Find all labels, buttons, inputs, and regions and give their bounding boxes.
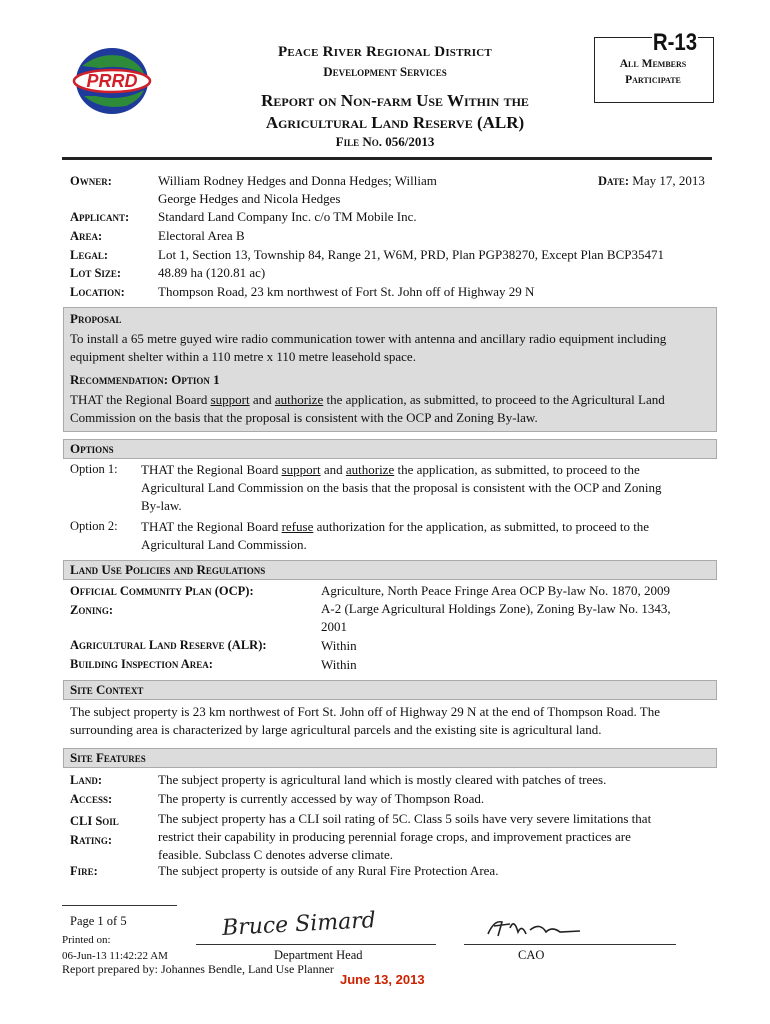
rec-part-c: the application, as submitted, to proceed to the Agricultural Land	[323, 392, 665, 407]
bia-label: Building Inspection Area:	[70, 657, 213, 671]
alr-value: Within	[321, 638, 357, 653]
area-label: Area:	[70, 229, 103, 243]
option-2-label: Option 2:	[70, 519, 118, 533]
department-head-label: Department Head	[274, 948, 363, 962]
members-line-1: All Members	[619, 58, 687, 70]
file-number: File No. 056/2013	[335, 134, 435, 149]
title-line-2: Agricultural Land Reserve (ALR)	[265, 113, 525, 132]
cli-label-line-2: Rating:	[70, 833, 113, 847]
option-2-text	[141, 518, 711, 554]
footer-divider	[62, 905, 177, 906]
report-code: R-13	[652, 29, 698, 56]
date-value: May 17, 2013	[632, 173, 705, 188]
logo-text: PRRD	[86, 71, 138, 91]
cli-value	[158, 810, 651, 864]
cli-line-2: restrict their capability in producing perennial forage crops, and improvement practices are	[158, 829, 631, 844]
applicant-value: Standard Land Company Inc. c/o TM Mobile Inc.	[158, 209, 417, 224]
options-heading: Options	[70, 441, 114, 456]
land-label: Land:	[70, 773, 102, 787]
report-date	[598, 173, 705, 189]
proposal-line-1: To install a 65 metre guyed wire radio communication tower with antenna and ancillary radio equipment including	[70, 331, 667, 346]
recommendation-heading: Recommendation: Option 1	[70, 372, 220, 387]
opt2-part-a: THAT the Regional Board	[141, 519, 282, 534]
members-participate	[594, 56, 712, 88]
header-divider	[62, 157, 712, 160]
cli-line-1: The subject property has a CLI soil rating of 5C. Class 5 soils have very severe limitations that	[158, 811, 652, 826]
opt1-authorize: authorize	[345, 462, 395, 477]
opt1-support: support	[281, 462, 321, 477]
site-context-text	[70, 703, 715, 739]
zoning-line-1: A-2 (Large Agricultural Holdings Zone), Zoning By-law No. 1343,	[321, 601, 671, 616]
area-value: Electoral Area B	[158, 228, 245, 243]
department-head-signature: Bruce Simard	[221, 907, 377, 942]
option-1-line-1	[141, 461, 711, 479]
land-value: The subject property is agricultural land which is mostly cleared with patches of trees.	[158, 772, 607, 787]
zoning-label: Zoning:	[70, 603, 114, 617]
cli-line-3: feasible. Subclass C denotes adverse climate.	[158, 847, 394, 862]
proposal-heading: Proposal	[70, 311, 122, 326]
owner-line-1: William Rodney Hedges and Donna Hedges; William	[158, 173, 437, 188]
opt1-part-a: THAT the Regional Board	[141, 462, 282, 477]
cli-label	[70, 812, 119, 850]
opt2-refuse: refuse	[281, 519, 314, 534]
recommendation-text	[70, 391, 715, 427]
printed-date: 06-Jun-13 11:42:22 AM	[62, 950, 168, 962]
zoning-line-2: 2001	[321, 619, 347, 634]
recommendation-line-2: Commission on the basis that the proposal is consistent with the OCP and Zoning By-law.	[70, 410, 538, 425]
site-context-line-1: The subject property is 23 km northwest of Fort St. John off of Highway 29 N at the end of Thompson Road. The	[70, 704, 660, 719]
applicant-label: Applicant:	[70, 210, 130, 224]
options-heading-bg	[63, 439, 717, 459]
policies-heading: Land Use Policies and Regulations	[70, 562, 266, 577]
legal-label: Legal:	[70, 248, 109, 262]
department: Development Services	[323, 64, 447, 79]
site-context-line-2: surrounding area is characterized by large agricultural parcels and the existing site is agricultural land.	[70, 722, 602, 737]
owner-line-2: George Hedges and Nicola Hedges	[158, 191, 341, 206]
alr-label: Agricultural Land Reserve (ALR):	[70, 638, 267, 652]
site-features-heading-bg	[63, 748, 717, 768]
rec-authorize: authorize	[274, 392, 324, 407]
lot-size-value: 48.89 ha (120.81 ac)	[158, 265, 266, 280]
bia-value: Within	[321, 657, 357, 672]
ocp-label: Official Community Plan (OCP):	[70, 584, 254, 598]
access-label: Access:	[70, 792, 113, 806]
members-line-2: Participate	[625, 74, 681, 86]
cao-label: CAO	[518, 948, 545, 962]
proposal-line-2: equipment shelter within a 110 metre x 110 metre leasehold space.	[70, 349, 416, 364]
option-2-line-2: Agricultural Land Commission.	[141, 537, 307, 552]
opt1-part-b: and	[320, 462, 346, 477]
option-1-text	[141, 461, 711, 515]
proposal-text	[70, 330, 715, 366]
prepared-by: Report prepared by: Johannes Bendle, Land Use Planner	[62, 962, 334, 976]
date-stamp: June 13, 2013	[340, 972, 425, 987]
rec-part-a: THAT the Regional Board	[70, 392, 211, 407]
printed-on-label: Printed on:	[62, 934, 111, 946]
location-label: Location:	[70, 285, 125, 299]
option-1-line-2: Agricultural Land Commission on the basis that the proposal is consistent with the OCP and Zoning	[141, 480, 662, 495]
owner-label: Owner:	[70, 174, 112, 188]
zoning-value	[321, 600, 671, 636]
page-number: Page 1 of 5	[70, 914, 127, 928]
option-1-line-3: By-law.	[141, 498, 182, 513]
fire-value: The subject property is outside of any Rural Fire Protection Area.	[158, 863, 499, 878]
site-features-heading: Site Features	[70, 750, 146, 765]
cao-signature-line	[464, 944, 676, 945]
legal-value: Lot 1, Section 13, Township 84, Range 21, W6M, PRD, Plan PGP38270, Except Plan BCP35471	[158, 247, 664, 262]
location-value: Thompson Road, 23 km northwest of Fort St. John off of Highway 29 N	[158, 284, 535, 299]
owner-value	[158, 172, 437, 208]
title-line-1: Report on Non-farm Use Within the	[261, 91, 529, 110]
opt2-part-b: authorization for the application, as submitted, to proceed to the	[313, 519, 650, 534]
opt1-part-c: the application, as submitted, to proceed to the	[394, 462, 640, 477]
rec-support: support	[210, 392, 250, 407]
fire-label: Fire:	[70, 864, 98, 878]
org-name: Peace River Regional District	[278, 44, 492, 60]
site-context-heading-bg	[63, 680, 717, 700]
dept-head-signature-line	[196, 944, 436, 945]
access-value: The property is currently accessed by way of Thompson Road.	[158, 791, 485, 806]
date-label: Date:	[598, 174, 630, 188]
option-1-label: Option 1:	[70, 462, 118, 476]
ocp-value: Agriculture, North Peace Fringe Area OCP By-law No. 1870, 2009	[321, 583, 671, 598]
cli-label-line-1: CLI Soil	[70, 814, 119, 828]
site-context-heading: Site Context	[70, 682, 144, 697]
option-2-line-1	[141, 518, 711, 536]
rec-part-b: and	[249, 392, 275, 407]
recommendation-line-1	[70, 391, 715, 409]
lot-size-label: Lot Size:	[70, 266, 122, 280]
